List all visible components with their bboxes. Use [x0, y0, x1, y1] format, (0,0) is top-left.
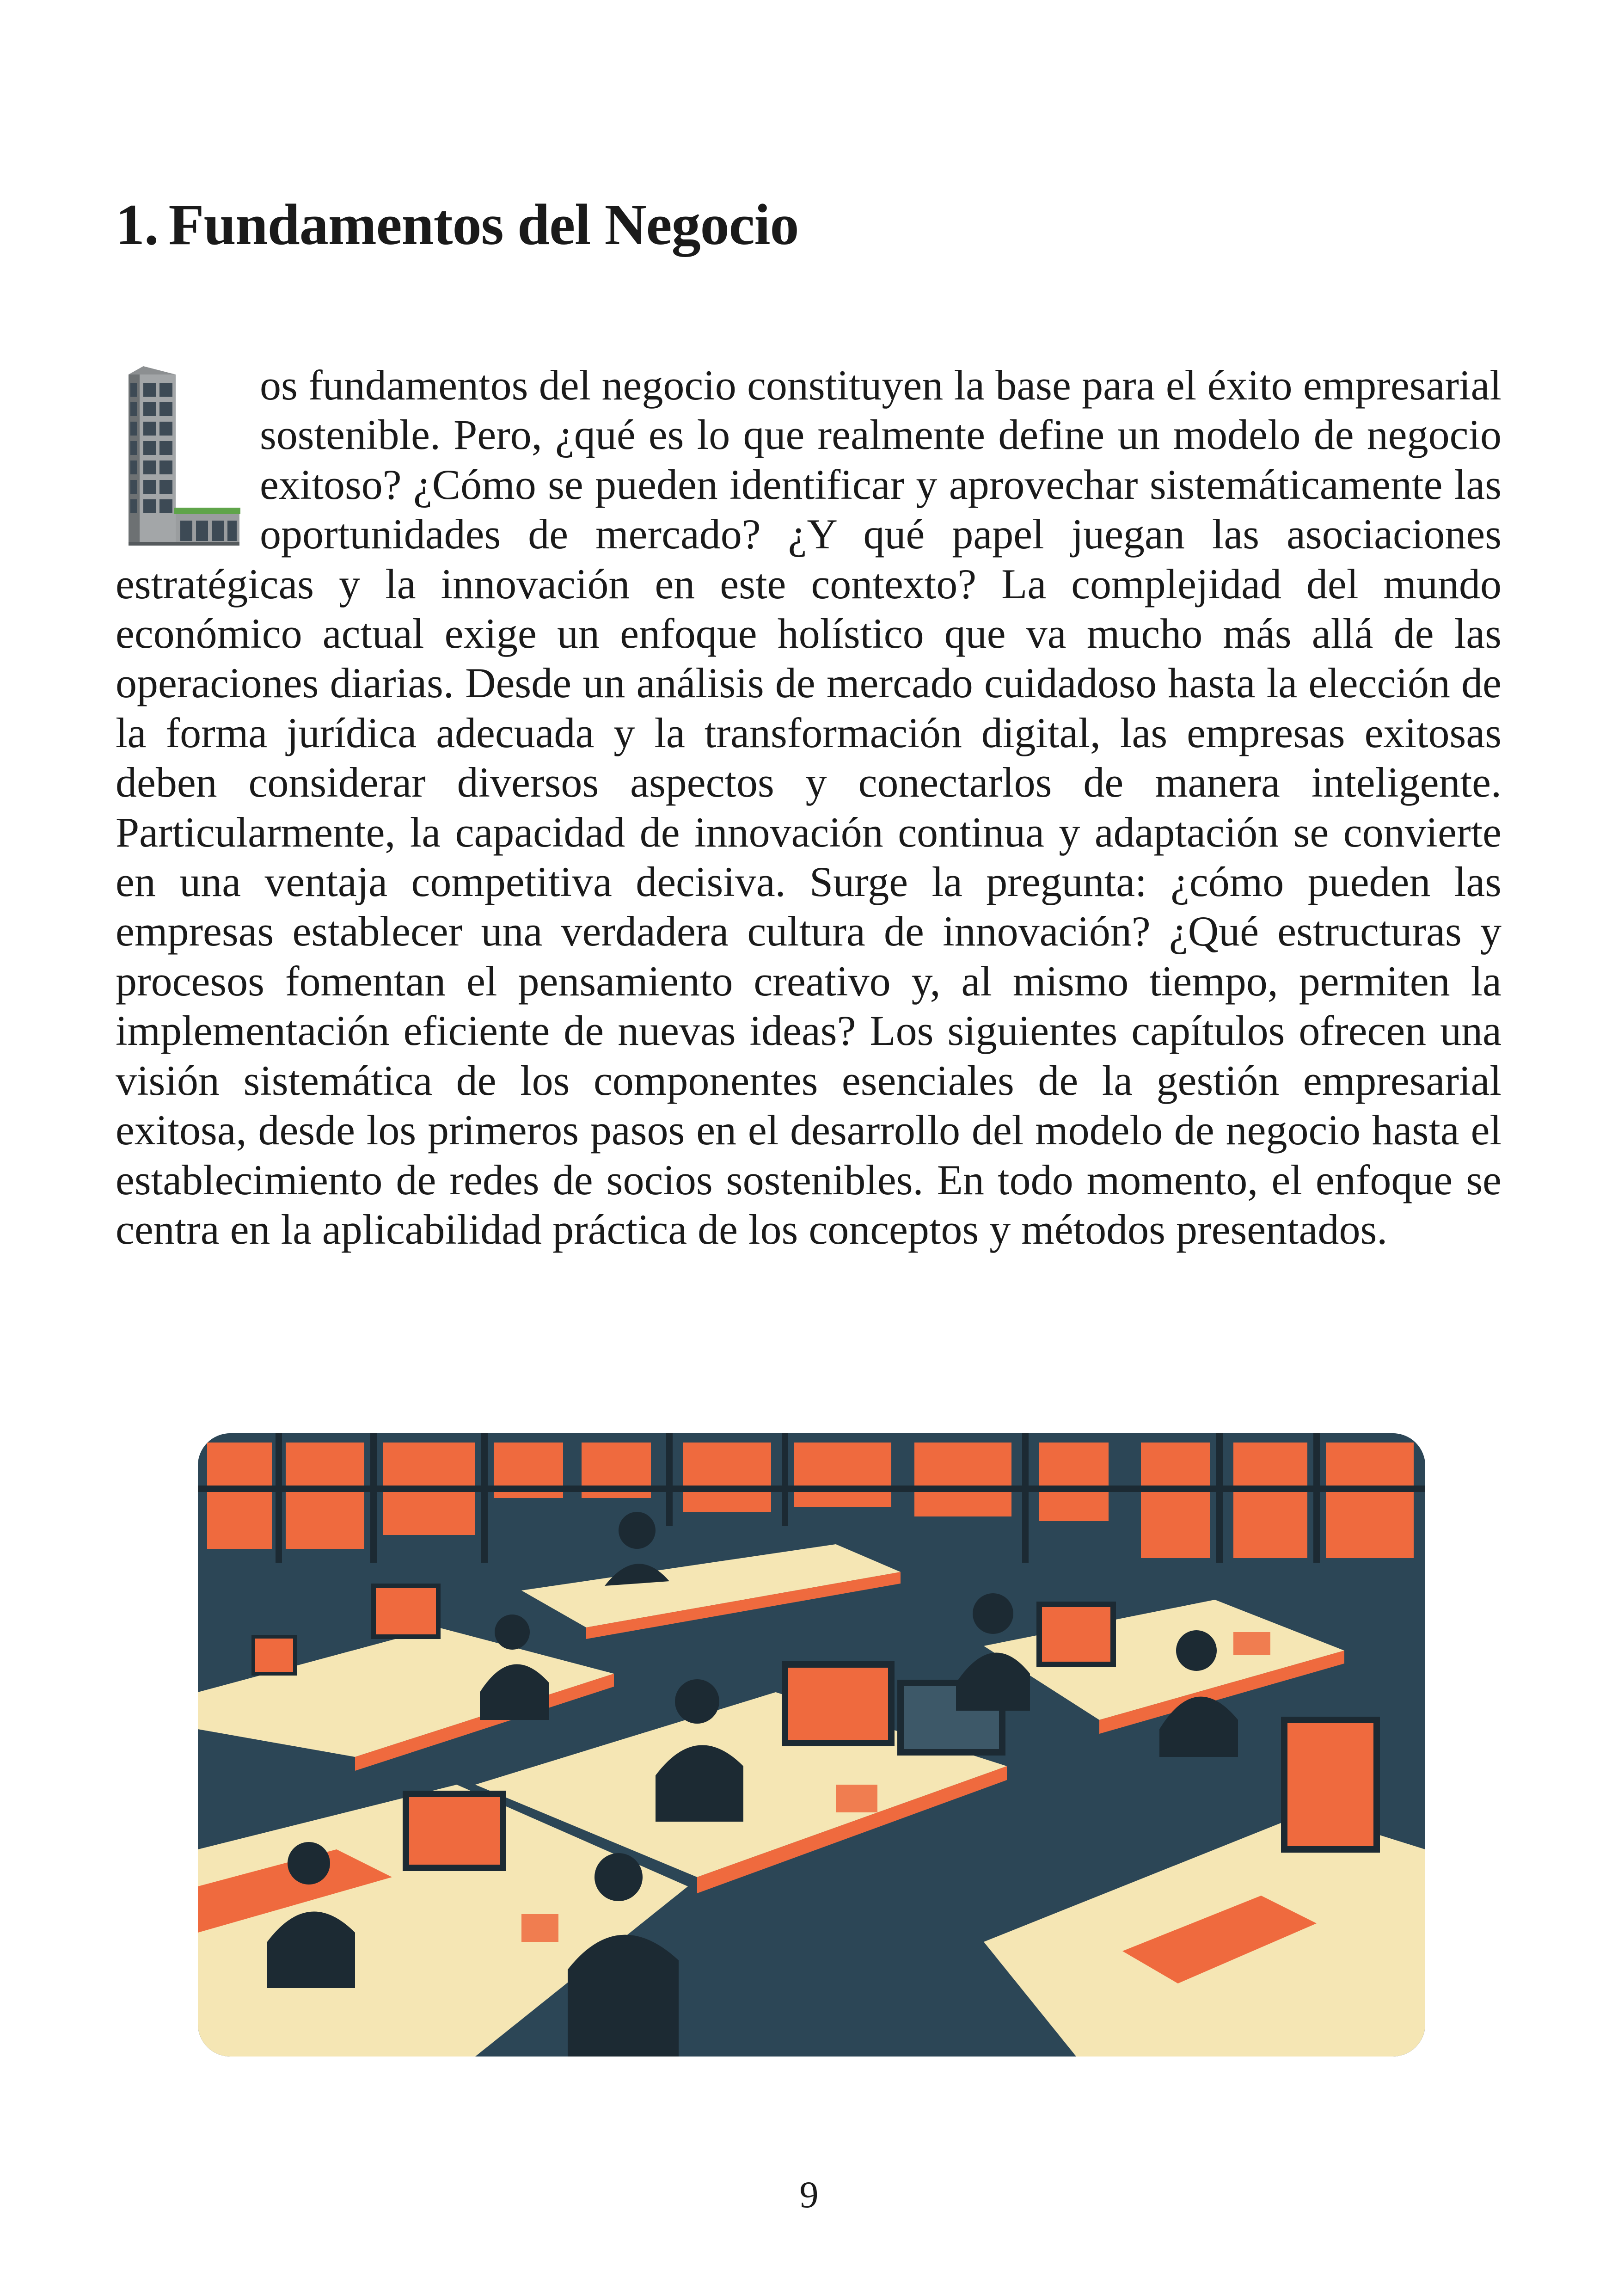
chapter-number: 1.: [116, 193, 159, 257]
chapter-heading: [116, 192, 799, 258]
drop-cap: [116, 361, 249, 551]
building-drop-cap-icon: [116, 364, 240, 549]
page-number: 9: [799, 2173, 819, 2216]
office-scene-image: [198, 1433, 1425, 2057]
paragraph-text: os fundamentos del negocio constituyen la base para el éxito empresarial sostenible. Pero, ¿qué es lo que realmente define un modelo de negocio exitoso? ¿Cómo se pueden identificar y aprovechar sistemáticamente las oportunidades de mercado? ¿Y qué papel juegan las asociaciones estratégicas y la innovación en este contexto? La complejidad del mundo económico actual exige un enfoque holístico que va mucho más allá de las operaciones diarias. Desde un análisis de mercado cuidadoso hasta la elección de la forma jurídica adecuada y la transformación digital, las empresas exitosas deben considerar diversos aspectos y conectarlos de manera inteligente. Particularmente, la capacidad de innovación continua y adaptación se convierte en una ventaja competitiva decisiva. Surge la pregunta: ¿cómo pueden las empresas establecer una verdadera cultura de innovación? ¿Qué estructuras y procesos fomentan el pensamiento creativo y, al mismo tiempo, permiten la implementación eficiente de nuevas ideas? Los siguientes capítulos ofrecen una visión sistemática de los componentes esenciales de la gestión empresarial exitosa, desde los primeros pasos en el desarrollo del modelo de negocio hasta el establecimiento de redes de socios sostenibles. En todo momento, el enfoque se centra en la aplicabilidad práctica de los conceptos y métodos presentados.: [116, 362, 1502, 1253]
office-illustration: [198, 1433, 1425, 2057]
chapter-title: Fundamentos del Negocio: [168, 193, 799, 257]
intro-paragraph: [116, 361, 1502, 1254]
